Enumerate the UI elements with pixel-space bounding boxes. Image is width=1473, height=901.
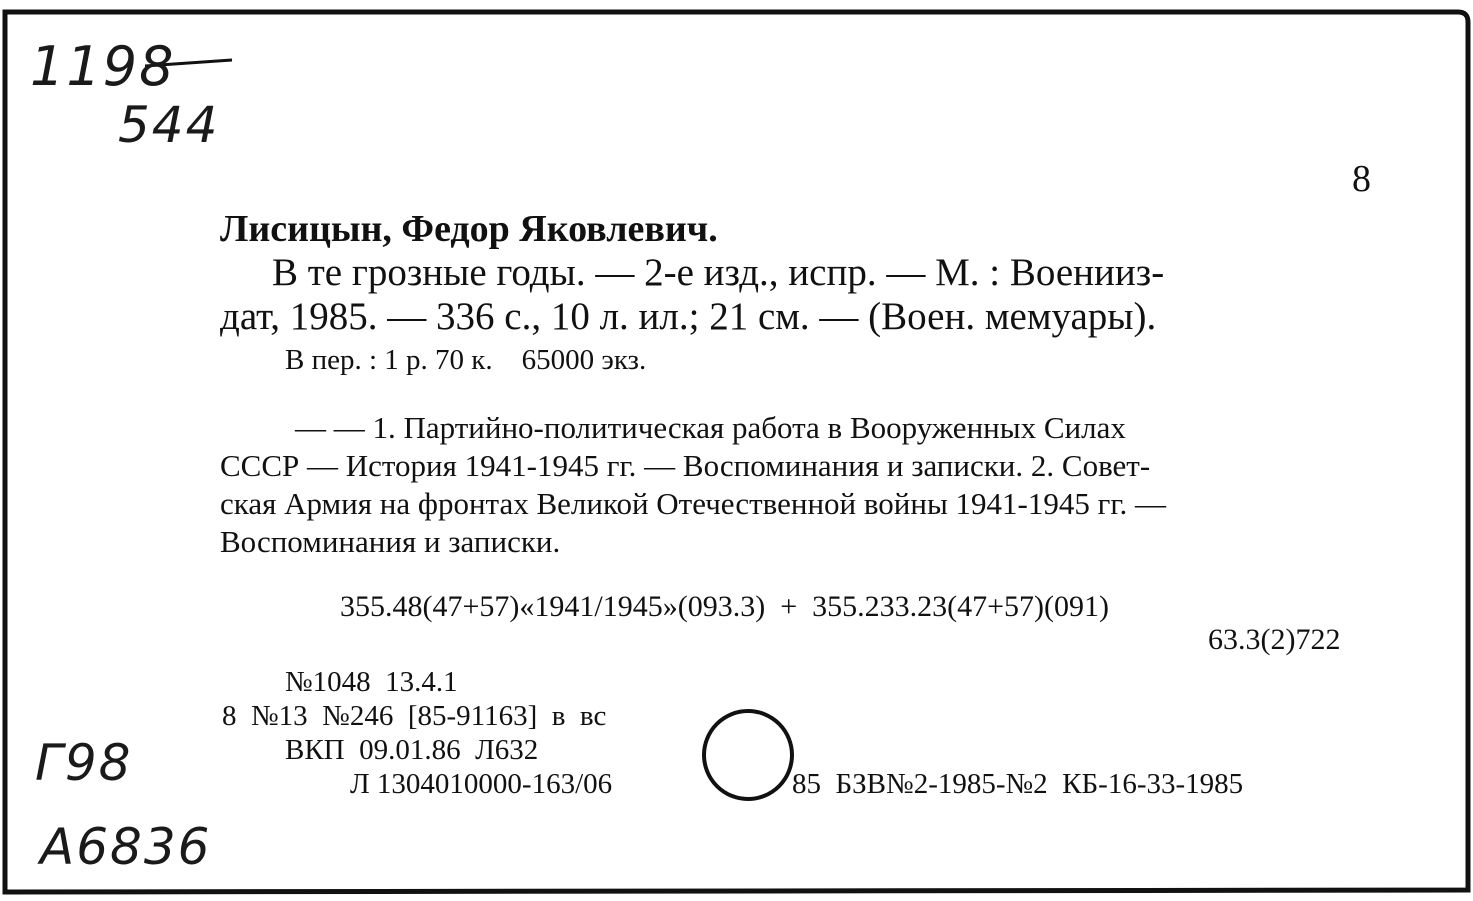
author-heading: Лисицын, Федор Яковлевич.: [220, 208, 718, 250]
print-line-right: 85 БЗВ№2-1985-№2 КБ-16-33-1985: [792, 768, 1244, 800]
subject-line-2: СССР — История 1941-1945 гг. — Воспоминания и записки. 2. Совет-: [220, 448, 1151, 483]
subject-line-3: ская Армия на фронтах Великой Отечественной войны 1941-1945 гг. —: [220, 486, 1167, 521]
handwritten-shelfmark-3: Г98: [35, 734, 133, 792]
vkp-line: ВКП 09.01.86 Л632: [285, 734, 539, 766]
udc-classification: 355.48(47+57)«1941/1945»(093.3) + 355.233.23(47+57)(091): [340, 590, 1110, 623]
title-line-2: дат, 1985. — 336 с., 10 л. ил.; 21 см. — (Воен. мемуары).: [220, 295, 1157, 338]
bbk-classification: 63.3(2)722: [1208, 623, 1341, 656]
order-number: №1048 13.4.1: [285, 666, 458, 698]
handwritten-shelfmark-2: 544: [118, 96, 220, 154]
code-line: 8 №13 №246 [85-91163] в вс: [222, 700, 607, 732]
punch-hole: [704, 711, 792, 799]
handwritten-shelfmark-4: А6836: [40, 818, 212, 876]
page-number: 8: [1352, 158, 1371, 200]
title-line-1: В те грозные годы. — 2-е изд., испр. — М. : Военииз-: [272, 251, 1165, 294]
print-line-left: Л 1304010000-163/06: [350, 768, 613, 800]
subject-line-1: — — 1. Партийно-политическая работа в Вооруженных Силах: [295, 410, 1126, 445]
handwritten-shelfmark-1: 1198: [30, 35, 176, 98]
subject-line-4: Воспоминания и записки.: [220, 524, 561, 559]
price-line: В пер. : 1 р. 70 к. 65000 экз.: [285, 344, 647, 376]
